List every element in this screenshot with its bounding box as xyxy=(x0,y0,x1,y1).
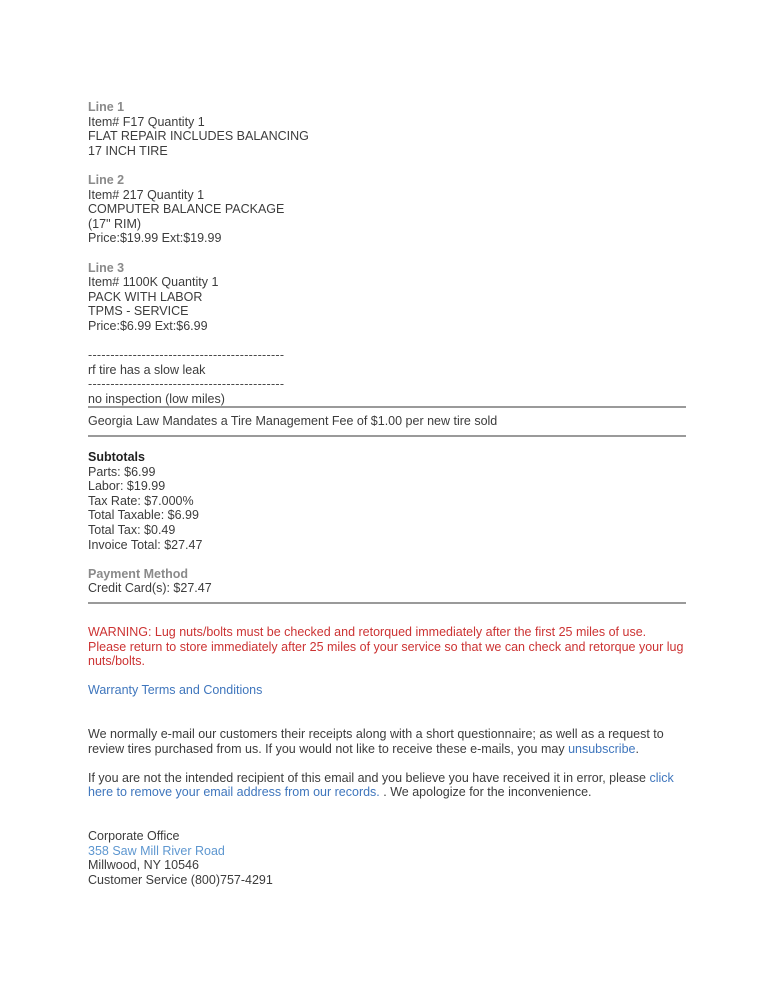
payment-method-header: Payment Method xyxy=(88,566,189,581)
city-state-zip: Millwood, NY 10546 xyxy=(88,858,199,873)
line-item-1 xyxy=(88,100,686,158)
subtotal-parts: Parts: $6.99 xyxy=(88,464,156,479)
dashed-separator: -------------------------------------------- xyxy=(88,348,285,363)
warranty-row xyxy=(88,683,686,698)
corporate-footer xyxy=(88,829,686,887)
warranty-terms-link[interactable]: Warranty Terms and Conditions xyxy=(88,683,263,698)
subtotal-labor: Labor: $19.99 xyxy=(88,479,166,494)
unsubscribe-link[interactable]: unsubscribe xyxy=(568,741,636,756)
note-no-inspection: no inspection (low miles) xyxy=(88,391,225,406)
receipts-paragraph xyxy=(88,727,686,756)
subtotal-total-tax: Total Tax: $0.49 xyxy=(88,523,176,538)
divider-rule xyxy=(88,602,686,604)
warning-text: WARNING: Lug nuts/bolts must be checked and retorqued immediately after the first 25 miles of use. Please return to store immediately after 25 miles of your service so that we can check and retorque your lug nuts/bolts. xyxy=(88,625,684,669)
receipt-document xyxy=(88,0,686,887)
payment-method-section xyxy=(88,567,686,596)
line-item-1-item: Item# F17 Quantity 1 xyxy=(88,114,205,129)
line-item-2-item: Item# 217 Quantity 1 xyxy=(88,187,205,202)
address-link[interactable]: 358 Saw Mill River Road xyxy=(88,843,225,858)
recipient-paragraph-text: If you are not the intended recipient of this email and you believe you have received it in error, please xyxy=(88,770,650,785)
technician-notes xyxy=(88,348,686,406)
line-item-2-description-2: (17" RIM) xyxy=(88,216,142,231)
line-item-2-header: Line 2 xyxy=(88,172,125,187)
note-slow-leak: rf tire has a slow leak xyxy=(88,362,206,377)
line-item-2 xyxy=(88,173,686,246)
remove-email-link[interactable]: click here to remove your email address from our records. xyxy=(88,770,674,800)
line-item-1-description-2: 17 INCH TIRE xyxy=(88,143,168,158)
subtotal-invoice-total: Invoice Total: $27.47 xyxy=(88,537,203,552)
receipts-paragraph-text: We normally e-mail our customers their receipts along with a short questionnaire; as well as a request to review tires purchased from us. If you would not like to receive these e-mails, you may xyxy=(88,726,664,756)
line-item-3-description: PACK WITH LABOR xyxy=(88,289,203,304)
recipient-paragraph xyxy=(88,771,686,800)
divider-rule xyxy=(88,435,686,437)
line-item-1-description: FLAT REPAIR INCLUDES BALANCING xyxy=(88,129,309,144)
line-item-3-item: Item# 1100K Quantity 1 xyxy=(88,275,219,290)
line-item-3-price: Price:$6.99 Ext:$6.99 xyxy=(88,318,208,333)
customer-service-phone: Customer Service (800)757-4291 xyxy=(88,872,273,887)
subtotal-total-taxable: Total Taxable: $6.99 xyxy=(88,508,199,523)
line-item-3 xyxy=(88,261,686,334)
line-item-2-price: Price:$19.99 Ext:$19.99 xyxy=(88,231,222,246)
line-item-3-description-2: TPMS - SERVICE xyxy=(88,304,189,319)
dashed-separator: -------------------------------------------- xyxy=(88,377,285,392)
subtotals-section xyxy=(88,450,686,552)
recipient-paragraph-tail: . We apologize for the inconvenience. xyxy=(379,785,592,800)
line-item-1-header: Line 1 xyxy=(88,100,125,114)
receipts-paragraph-period: . xyxy=(635,741,639,756)
subtotals-header: Subtotals xyxy=(88,450,145,465)
line-item-3-header: Line 3 xyxy=(88,260,125,275)
subtotal-tax-rate: Tax Rate: $7.000% xyxy=(88,493,194,508)
line-item-2-description: COMPUTER BALANCE PACKAGE xyxy=(88,202,285,217)
payment-method-value: Credit Card(s): $27.47 xyxy=(88,581,212,596)
fee-notice: Georgia Law Mandates a Tire Management Fee of $1.00 per new tire sold xyxy=(88,414,498,429)
corporate-office-label: Corporate Office xyxy=(88,828,180,843)
